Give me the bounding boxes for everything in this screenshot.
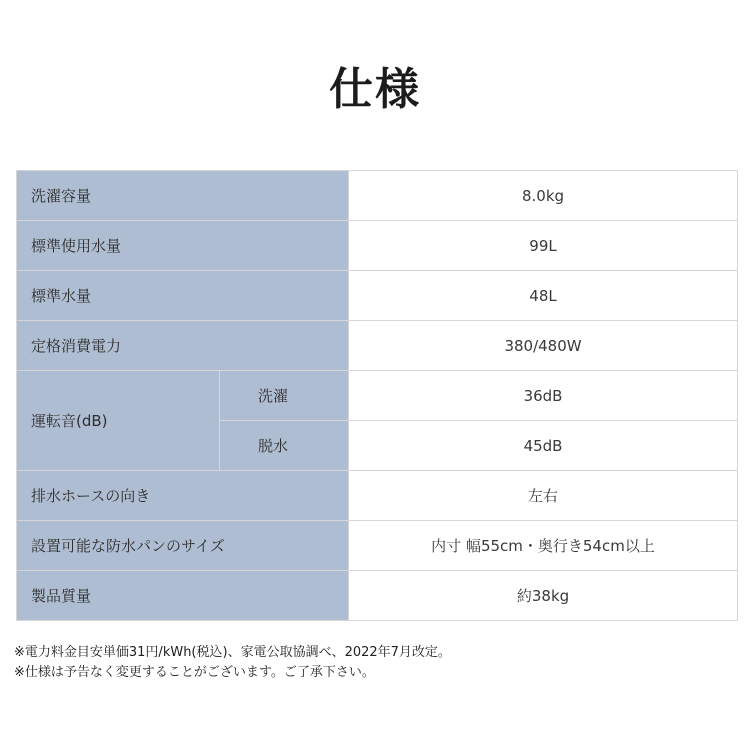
page-title: 仕様 <box>329 64 421 115</box>
spec-label: 標準水量 <box>17 271 349 321</box>
spec-value: 左右 <box>349 471 738 521</box>
spec-value: 8.0kg <box>349 171 738 221</box>
table-row-standard-water-level <box>17 271 738 321</box>
spec-value: 99L <box>349 221 738 271</box>
table-row-weight <box>17 571 738 621</box>
spec-table <box>16 170 738 621</box>
spec-label: 製品質量 <box>17 571 349 621</box>
table-row-standard-water-use <box>17 221 738 271</box>
spec-value: 36dB <box>349 371 738 421</box>
footnotes <box>14 643 734 683</box>
table-row-rated-power <box>17 321 738 371</box>
spec-label: 標準使用水量 <box>17 221 349 271</box>
table-row-drain-hose <box>17 471 738 521</box>
footnote-spec-change: ※仕様は予告なく変更することがございます。ご了承下さい。 <box>14 665 375 680</box>
table-row-waterproof-pan <box>17 521 738 571</box>
spec-value: 45dB <box>349 421 738 471</box>
spec-value: 48L <box>349 271 738 321</box>
table-row-capacity <box>17 171 738 221</box>
spec-label: 設置可能な防水パンのサイズ <box>17 521 349 571</box>
spec-label-noise: 運転音(dB) <box>17 371 220 471</box>
spec-sublabel-spin: 脱水 <box>220 421 349 471</box>
footnote-electricity-rate: ※電力料金目安単価31円/kWh(税込)、家電公取協調べ、2022年7月改定。 <box>14 645 451 660</box>
table-row-noise-wash <box>17 371 738 421</box>
spec-value: 380/480W <box>349 321 738 371</box>
spec-sublabel-wash: 洗濯 <box>220 371 349 421</box>
spec-value: 内寸 幅55cm・奥行き54cm以上 <box>349 521 738 571</box>
spec-value: 約38kg <box>349 571 738 621</box>
spec-label: 定格消費電力 <box>17 321 349 371</box>
spec-label: 排水ホースの向き <box>17 471 349 521</box>
spec-label: 洗濯容量 <box>17 171 349 221</box>
